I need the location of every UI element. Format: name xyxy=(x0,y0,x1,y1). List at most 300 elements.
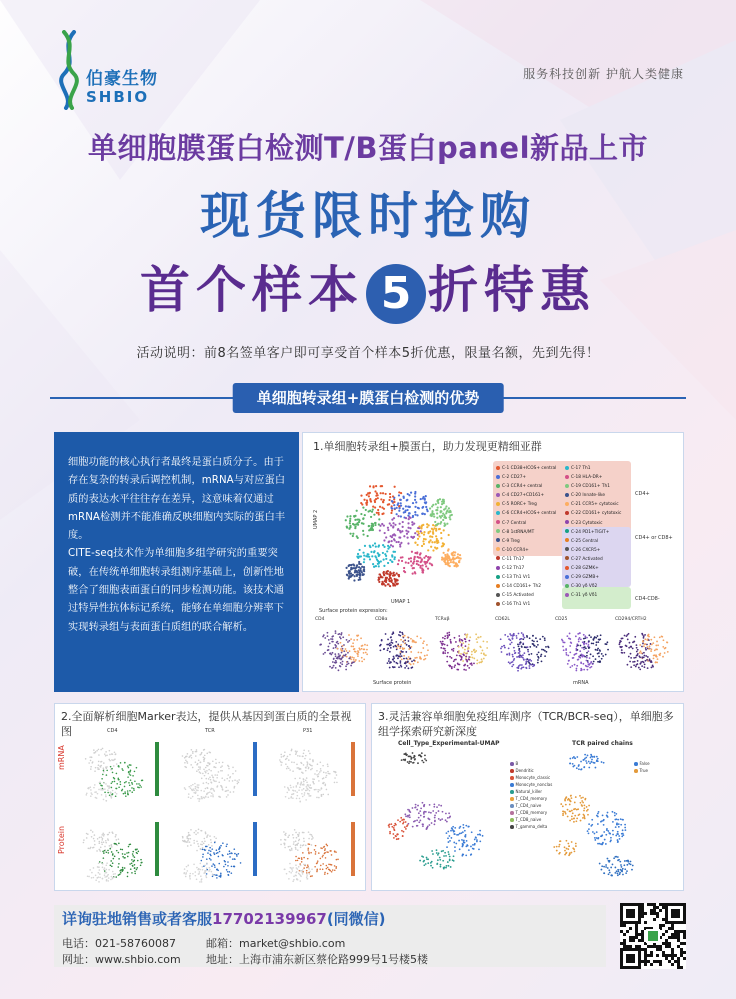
umap-point xyxy=(412,826,414,828)
umap-point xyxy=(462,854,464,856)
umap-point xyxy=(393,837,395,839)
umap-point xyxy=(393,504,395,506)
umap-point xyxy=(439,857,441,859)
umap-point xyxy=(419,557,421,559)
legend-swatch xyxy=(565,593,569,597)
umap-point xyxy=(585,647,587,649)
umap-point xyxy=(307,864,309,866)
umap-point xyxy=(138,851,140,853)
umap-point xyxy=(200,863,202,865)
umap-point xyxy=(409,662,411,664)
umap-point xyxy=(289,846,291,848)
umap-point xyxy=(353,515,355,517)
umap-point xyxy=(129,790,131,792)
legend-swatch xyxy=(565,511,569,515)
umap-point xyxy=(581,647,583,649)
umap-point xyxy=(127,856,129,858)
contact-email[interactable]: 邮箱：market@shbio.com xyxy=(206,937,346,950)
umap-point xyxy=(480,636,482,638)
umap-point xyxy=(369,558,371,560)
umap-point xyxy=(297,795,299,797)
umap-point xyxy=(434,824,436,826)
umap-point xyxy=(372,528,374,530)
umap-point xyxy=(411,524,413,526)
umap-point xyxy=(537,644,539,646)
umap-point xyxy=(588,767,590,769)
umap-point xyxy=(354,519,356,521)
umap-point xyxy=(393,538,395,540)
umap-point xyxy=(225,786,227,788)
umap-point xyxy=(617,874,619,876)
umap-point xyxy=(420,652,422,654)
umap-point xyxy=(354,648,356,650)
umap-point xyxy=(280,839,282,841)
qr-module xyxy=(650,903,653,906)
umap-point xyxy=(656,656,658,658)
umap-point xyxy=(97,793,99,795)
umap-point xyxy=(583,634,585,636)
umap-point xyxy=(191,789,193,791)
umap-point xyxy=(356,535,358,537)
umap-point xyxy=(122,769,124,771)
umap-point xyxy=(586,806,588,808)
umap-point xyxy=(366,499,368,501)
umap-point xyxy=(422,571,424,573)
umap-point-cloud xyxy=(618,633,668,671)
umap-point xyxy=(369,485,371,487)
umap-point xyxy=(327,764,329,766)
umap-point xyxy=(326,845,328,847)
umap-point xyxy=(212,796,214,798)
umap-point xyxy=(204,865,206,867)
umap-point xyxy=(423,531,425,533)
umap-point xyxy=(522,635,524,637)
headline-limited-offer: 现货限时抢购 xyxy=(200,187,536,245)
umap-point xyxy=(107,850,109,852)
umap-point xyxy=(394,666,396,668)
umap-point xyxy=(106,770,108,772)
color-scale-bar xyxy=(155,822,159,876)
qr-module xyxy=(644,960,647,963)
umap-point xyxy=(199,798,201,800)
umap-point xyxy=(526,667,528,669)
umap-point xyxy=(201,879,203,881)
umap-point xyxy=(666,641,668,643)
umap-point xyxy=(541,649,543,651)
qr-module xyxy=(623,933,626,936)
umap-point xyxy=(136,869,138,871)
qr-module xyxy=(653,945,656,948)
umap-point xyxy=(392,833,394,835)
umap-point xyxy=(618,643,620,645)
umap-point xyxy=(352,533,354,535)
umap-point xyxy=(562,641,564,643)
umap-point xyxy=(608,873,610,875)
qr-module xyxy=(641,912,644,915)
umap-point xyxy=(529,646,531,648)
umap-point xyxy=(450,561,452,563)
umap-point xyxy=(587,830,589,832)
umap-point xyxy=(651,667,653,669)
umap-point xyxy=(443,552,445,554)
umap-point xyxy=(519,639,521,641)
umap-point xyxy=(403,648,405,650)
umap-point xyxy=(659,636,661,638)
umap-point xyxy=(459,827,461,829)
umap-point xyxy=(559,844,561,846)
umap-point xyxy=(227,853,229,855)
umap-point xyxy=(422,506,424,508)
umap-point xyxy=(599,863,601,865)
umap-point xyxy=(465,825,467,827)
umap-point xyxy=(412,515,414,517)
umap-point xyxy=(400,666,402,668)
umap-point xyxy=(573,818,575,820)
section-banner xyxy=(50,383,686,413)
umap-point xyxy=(110,879,112,881)
umap-point xyxy=(195,834,197,836)
umap-point xyxy=(398,575,400,577)
umap-point xyxy=(209,867,211,869)
umap-point xyxy=(85,758,87,760)
umap-point xyxy=(646,644,648,646)
umap-point xyxy=(584,754,586,756)
umap-point xyxy=(124,791,126,793)
umap-point xyxy=(133,789,135,791)
legend-item xyxy=(496,473,562,482)
umap-point xyxy=(373,551,375,553)
umap-point xyxy=(219,851,221,853)
umap-point xyxy=(467,648,469,650)
umap-point xyxy=(593,756,595,758)
umap-point xyxy=(129,844,131,846)
umap-point xyxy=(356,522,358,524)
umap-point xyxy=(474,651,476,653)
umap-point xyxy=(518,645,520,647)
umap-point xyxy=(385,558,387,560)
umap-point xyxy=(377,579,379,581)
umap-point xyxy=(88,876,90,878)
legend-label: B xyxy=(515,761,519,766)
umap-point xyxy=(582,654,584,656)
umap-point xyxy=(408,645,410,647)
umap-point xyxy=(401,658,403,660)
umap-point xyxy=(294,829,296,831)
cell-type-umap xyxy=(378,748,528,888)
umap-point xyxy=(402,647,404,649)
umap-point xyxy=(207,796,209,798)
umap-point xyxy=(102,878,104,880)
umap-point xyxy=(109,832,111,834)
umap-point xyxy=(653,655,655,657)
umap-point xyxy=(302,756,304,758)
umap-point xyxy=(325,772,327,774)
umap-point xyxy=(105,794,107,796)
umap-point xyxy=(338,669,340,671)
umap-point xyxy=(290,785,292,787)
umap-point xyxy=(389,645,391,647)
umap-point xyxy=(343,650,345,652)
umap-point xyxy=(218,762,220,764)
umap-point xyxy=(429,819,431,821)
umap-point xyxy=(134,867,136,869)
umap-point xyxy=(187,762,189,764)
umap-point xyxy=(373,514,375,516)
marker-expression-plot xyxy=(375,623,433,675)
qr-module xyxy=(638,933,641,936)
umap-point xyxy=(391,639,393,641)
umap-point xyxy=(524,637,526,639)
umap-point xyxy=(623,864,625,866)
umap-point xyxy=(204,749,206,751)
umap-point xyxy=(401,651,403,653)
umap-point xyxy=(443,522,445,524)
headline-product: 单细胞膜蛋白检测T/B蛋白panel新品上市 xyxy=(87,131,649,165)
umap-point xyxy=(335,851,337,853)
umap-point xyxy=(443,560,445,562)
umap-point xyxy=(512,637,514,639)
legend-swatch xyxy=(510,776,514,780)
row-label-protein: Protein xyxy=(57,825,66,854)
umap-point xyxy=(616,873,618,875)
umap-point xyxy=(334,653,336,655)
legend-item xyxy=(496,546,562,555)
umap-point xyxy=(423,543,425,545)
umap-point xyxy=(610,839,612,841)
umap-point xyxy=(425,495,427,497)
umap-point xyxy=(427,549,429,551)
umap-point xyxy=(596,831,598,833)
umap-point xyxy=(426,858,428,860)
umap-point xyxy=(354,575,356,577)
umap-point xyxy=(574,664,576,666)
umap-point xyxy=(476,659,478,661)
umap-point xyxy=(357,557,359,559)
qr-module xyxy=(665,939,668,942)
color-scale-bar xyxy=(253,822,257,876)
umap-point xyxy=(196,850,198,852)
umap-point xyxy=(189,878,191,880)
umap-point xyxy=(500,638,502,640)
umap-point xyxy=(103,841,105,843)
umap-point xyxy=(647,635,649,637)
qr-module xyxy=(677,939,680,942)
umap-point xyxy=(585,760,587,762)
umap-point xyxy=(400,646,402,648)
umap-point xyxy=(292,880,294,882)
umap-ylabel: UMAP 2 xyxy=(313,509,319,529)
legend-swatch xyxy=(496,575,500,579)
umap-point xyxy=(405,828,407,830)
umap-point xyxy=(96,750,98,752)
umap-point xyxy=(568,845,570,847)
umap-point xyxy=(440,805,442,807)
umap-point xyxy=(306,870,308,872)
umap-point xyxy=(322,856,324,858)
umap-point xyxy=(205,831,207,833)
umap-point xyxy=(407,809,409,811)
umap-point xyxy=(431,822,433,824)
umap-point xyxy=(326,844,328,846)
qr-module xyxy=(671,957,674,960)
umap-point xyxy=(320,768,322,770)
umap-point xyxy=(134,873,136,875)
umap-point xyxy=(308,851,310,853)
umap-point xyxy=(453,830,455,832)
umap-point xyxy=(407,505,409,507)
umap-point xyxy=(464,638,466,640)
umap-point xyxy=(300,844,302,846)
umap-point xyxy=(562,646,564,648)
umap-point xyxy=(416,514,418,516)
umap-point xyxy=(190,787,192,789)
umap-point xyxy=(184,762,186,764)
umap-point xyxy=(383,539,385,541)
umap-point xyxy=(286,792,288,794)
umap-point xyxy=(443,855,445,857)
umap-point xyxy=(521,664,523,666)
legend-swatch xyxy=(510,797,514,801)
umap-point xyxy=(205,870,207,872)
umap-point xyxy=(335,655,337,657)
umap-point xyxy=(201,778,203,780)
umap-point xyxy=(444,648,446,650)
umap-point xyxy=(205,767,207,769)
umap-point xyxy=(324,849,326,851)
umap-point xyxy=(97,838,99,840)
umap-point xyxy=(95,875,97,877)
umap-point xyxy=(351,656,353,658)
umap-point xyxy=(311,768,313,770)
umap-point xyxy=(464,830,466,832)
umap-point xyxy=(636,651,638,653)
umap-point xyxy=(558,846,560,848)
legend-swatch xyxy=(565,538,569,542)
umap-point xyxy=(357,553,359,555)
umap-point xyxy=(195,786,197,788)
umap-point xyxy=(413,641,415,643)
umap-point xyxy=(103,770,105,772)
umap-point xyxy=(601,865,603,867)
umap-point xyxy=(395,662,397,664)
contact-web[interactable]: 网址：www.shbio.com xyxy=(62,953,181,966)
umap-point xyxy=(238,779,240,781)
umap-point xyxy=(533,640,535,642)
umap-point xyxy=(102,789,104,791)
umap-point xyxy=(466,659,468,661)
umap-point xyxy=(114,778,116,780)
umap-point xyxy=(582,759,584,761)
umap-point xyxy=(139,785,141,787)
legend-label: C-7 Central xyxy=(502,520,527,526)
umap-point xyxy=(131,863,133,865)
umap-point xyxy=(381,640,383,642)
umap-point xyxy=(391,579,393,581)
umap-point xyxy=(520,642,522,644)
umap-point xyxy=(401,560,403,562)
umap-point xyxy=(204,755,206,757)
umap-point xyxy=(419,565,421,567)
qr-module xyxy=(644,951,647,954)
umap-point xyxy=(288,759,290,761)
umap-point xyxy=(341,650,343,652)
umap-point xyxy=(431,541,433,543)
umap-point xyxy=(210,839,212,841)
umap-point xyxy=(435,503,437,505)
umap-point xyxy=(605,864,607,866)
umap-point xyxy=(391,536,393,538)
umap-point xyxy=(93,749,95,751)
umap-point xyxy=(291,761,293,763)
umap-point xyxy=(642,641,644,643)
legend-swatch xyxy=(496,493,500,497)
umap-point xyxy=(405,561,407,563)
qr-code[interactable] xyxy=(620,903,686,969)
umap-point xyxy=(518,633,520,635)
legend-item xyxy=(510,781,552,788)
contact-tel[interactable]: 电话：021-58760087 xyxy=(62,937,176,950)
umap-point xyxy=(387,562,389,564)
umap-point xyxy=(333,658,335,660)
qr-module xyxy=(680,948,683,951)
umap-point xyxy=(114,752,116,754)
umap-point xyxy=(303,764,305,766)
umap-point xyxy=(303,857,305,859)
contact-phone-mobile[interactable]: 17702139967 xyxy=(212,910,327,928)
umap-point xyxy=(360,637,362,639)
umap-point xyxy=(303,783,305,785)
umap-point xyxy=(213,789,215,791)
umap-point xyxy=(386,644,388,646)
legend-label: False xyxy=(639,761,650,766)
umap-point xyxy=(201,796,203,798)
umap-point xyxy=(361,573,363,575)
umap-point xyxy=(287,766,289,768)
umap-point xyxy=(393,825,395,827)
umap-point xyxy=(198,868,200,870)
qr-module xyxy=(656,960,659,963)
umap-point xyxy=(472,844,474,846)
umap-point xyxy=(439,498,441,500)
umap-point xyxy=(422,569,424,571)
umap-point xyxy=(319,771,321,773)
umap-point xyxy=(209,858,211,860)
umap-point xyxy=(433,515,435,517)
umap-point xyxy=(112,871,114,873)
umap-point xyxy=(216,849,218,851)
umap-point xyxy=(480,652,482,654)
umap-point xyxy=(583,810,585,812)
umap-point xyxy=(112,781,114,783)
umap-point xyxy=(297,842,299,844)
umap-point xyxy=(629,642,631,644)
umap-point-cloud xyxy=(379,631,429,669)
umap-point xyxy=(398,559,400,561)
umap-point xyxy=(639,644,641,646)
umap-point xyxy=(581,768,583,770)
legend-label: C-12 Th17 xyxy=(502,566,525,572)
umap-point xyxy=(448,516,450,518)
umap-point xyxy=(208,850,210,852)
umap-point xyxy=(214,836,216,838)
umap-point xyxy=(458,652,460,654)
qr-module xyxy=(629,939,632,942)
umap-point xyxy=(229,853,231,855)
umap-point xyxy=(237,783,239,785)
legend-label: T_CD8_memory xyxy=(515,810,548,815)
umap-point xyxy=(599,661,601,663)
umap-point xyxy=(87,875,89,877)
